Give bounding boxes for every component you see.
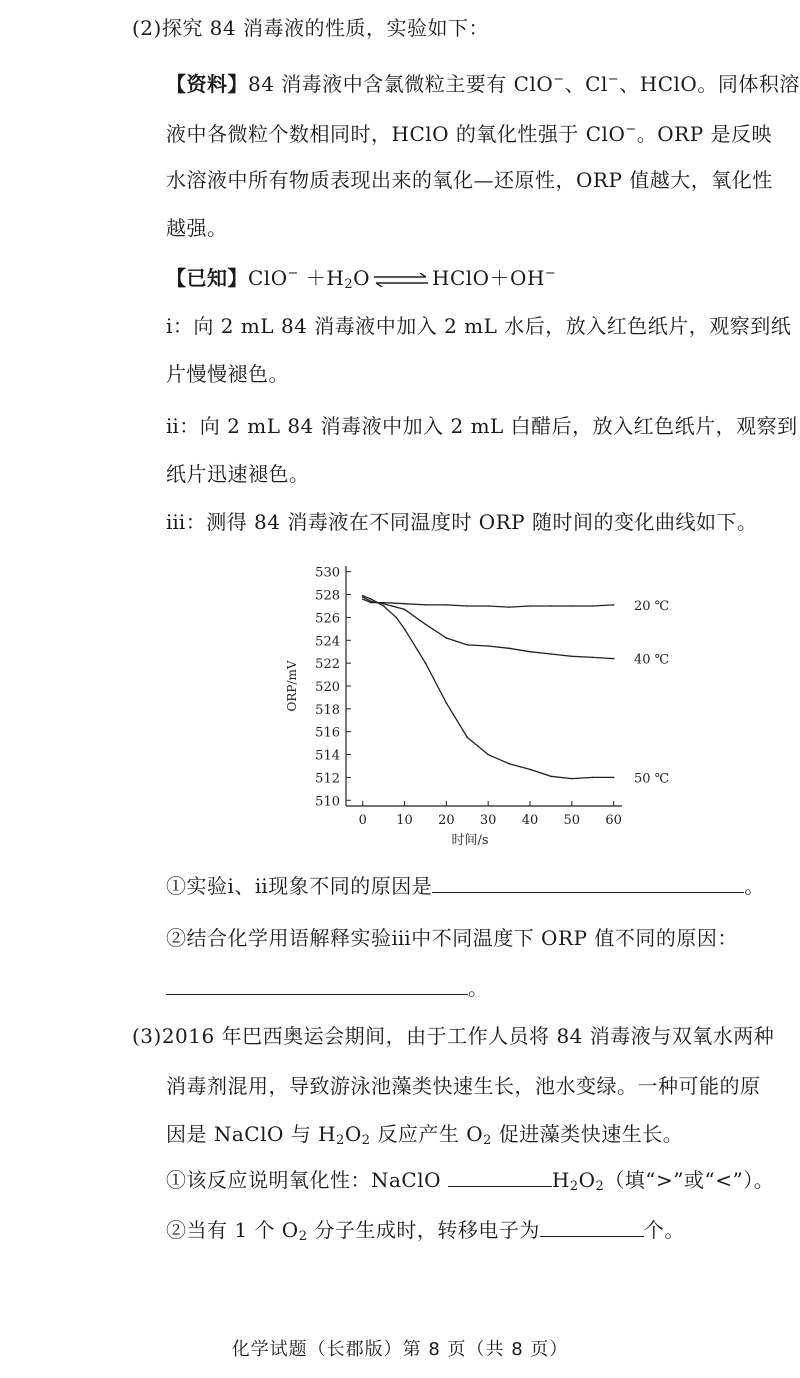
y-tick-label: 520 bbox=[315, 680, 340, 695]
eq-clo: ClO bbox=[248, 266, 288, 290]
y-tick-label: 518 bbox=[315, 702, 340, 718]
data-point bbox=[550, 775, 552, 777]
q3-text-3d: 促进藻类快速生长。 bbox=[491, 1122, 684, 1146]
y-tick-label: 510 bbox=[315, 794, 340, 810]
data-point bbox=[550, 653, 552, 655]
info-text-1b: 、Cl bbox=[564, 72, 608, 96]
q3-line-2: 消毒剂混用，导致游泳池藻类快速生长，池水变绿。一种可能的原 bbox=[166, 1074, 761, 1098]
data-point bbox=[466, 737, 468, 739]
y-tick-label: 516 bbox=[315, 725, 340, 741]
y-tick-label: 528 bbox=[315, 588, 340, 604]
q3-line-1: (3)2016 年巴西奥运会期间，由于工作人员将 84 消毒液与双氧水两种 bbox=[132, 1024, 775, 1048]
x-axis-label: 时间/s bbox=[451, 833, 489, 848]
data-point bbox=[508, 606, 510, 608]
info-line-1 bbox=[166, 66, 800, 98]
series-label: 40 ℃ bbox=[634, 652, 670, 668]
q3-line-3 bbox=[166, 1120, 683, 1155]
q2-heading: (2)探究 84 消毒液的性质，实验如下： bbox=[132, 16, 489, 40]
data-point bbox=[613, 658, 615, 660]
data-point bbox=[404, 628, 406, 630]
exp2-line-2: 纸片迅速褪色。 bbox=[166, 462, 310, 486]
superscript-minus: − bbox=[287, 266, 300, 281]
exp1-line-2: 片慢慢褪色。 bbox=[166, 362, 289, 386]
info-line-4: 越强。 bbox=[166, 216, 228, 240]
data-point bbox=[571, 655, 573, 657]
data-point bbox=[508, 763, 510, 765]
eq-o: O bbox=[353, 266, 371, 290]
q2-ask-1 bbox=[166, 872, 765, 900]
data-point bbox=[404, 609, 406, 611]
answer-blank-3[interactable] bbox=[448, 1166, 552, 1187]
data-point bbox=[425, 662, 427, 664]
superscript-minus: − bbox=[553, 72, 565, 87]
answer-blank-2[interactable] bbox=[166, 974, 468, 995]
x-tick-label: 40 bbox=[521, 813, 539, 828]
q2-ask-2-end: 。 bbox=[468, 976, 489, 1000]
y-tick-label: 524 bbox=[315, 634, 340, 650]
data-point bbox=[487, 645, 489, 647]
q3-ask-2 bbox=[166, 1216, 685, 1251]
data-point bbox=[383, 605, 385, 607]
subscript-2: 2 bbox=[569, 1179, 579, 1194]
data-point bbox=[466, 605, 468, 607]
data-point bbox=[425, 604, 427, 606]
data-point bbox=[592, 657, 594, 659]
q3-text-3a: 因是 NaClO 与 H bbox=[166, 1122, 337, 1146]
eq-plus-h: ＋H bbox=[299, 266, 345, 290]
subscript-2: 2 bbox=[595, 1179, 605, 1194]
page-footer: 化学试题（长郡版）第 8 页（共 8 页） bbox=[231, 1339, 569, 1360]
data-point bbox=[446, 604, 448, 606]
q2-ask-1-text: ①实验ⅰ、ⅱ现象不同的原因是 bbox=[166, 874, 433, 898]
subscript-2: 2 bbox=[344, 277, 354, 292]
data-point bbox=[592, 605, 594, 607]
data-point bbox=[487, 754, 489, 756]
exp1-line-1: ⅰ：向 2 mL 84 消毒液中加入 2 mL 水后，放入红色纸片，观察到纸 bbox=[166, 314, 792, 338]
data-point bbox=[529, 651, 531, 653]
info-text-2a: 液中各微粒个数相同时，HClO 的氧化性强于 ClO bbox=[166, 122, 626, 146]
q3-ask-1a: ①该反应说明氧化性：NaClO bbox=[166, 1168, 448, 1192]
q3-ask-1d: （填“>”或“<”）。 bbox=[604, 1168, 775, 1192]
data-point bbox=[571, 605, 573, 607]
subscript-2: 2 bbox=[483, 1133, 492, 1148]
exp2-line-1: ⅱ：向 2 mL 84 消毒液中加入 2 mL 白醋后，放入红色纸片，观察到 bbox=[166, 414, 798, 438]
x-tick-label: 20 bbox=[438, 813, 455, 828]
eq-products: HClO＋OH bbox=[432, 266, 545, 290]
x-tick-label: 50 bbox=[563, 813, 581, 828]
q2-ask-2-blank-line bbox=[166, 974, 489, 1002]
subscript-2: 2 bbox=[298, 1229, 308, 1244]
q3-ask-2c: 个。 bbox=[643, 1218, 685, 1242]
y-axis-label: ORP/mV bbox=[285, 660, 299, 712]
y-tick-label: 512 bbox=[315, 771, 340, 787]
q3-text-3b: O bbox=[344, 1122, 362, 1146]
series-label: 20 ℃ bbox=[634, 598, 670, 614]
info-line-3: 水溶液中所有物质表现出来的氧化—还原性，ORP 值越大，氧化性 bbox=[166, 168, 773, 192]
answer-blank-4[interactable] bbox=[540, 1216, 644, 1237]
data-point bbox=[362, 598, 364, 600]
q3-ask-1b: H bbox=[551, 1168, 570, 1192]
q2-ask-2: ②结合化学用语解释实验ⅲ中不同温度下 ORP 值不同的原因： bbox=[166, 926, 738, 950]
data-point bbox=[508, 647, 510, 649]
data-point bbox=[362, 595, 364, 597]
exp3-line: ⅲ：测得 84 消毒液在不同温度时 ORP 随时间的变化曲线如下。 bbox=[166, 510, 758, 534]
data-point bbox=[613, 777, 615, 779]
chart-axes bbox=[285, 566, 622, 848]
data-point bbox=[425, 623, 427, 625]
y-tick-label: 530 bbox=[315, 565, 340, 581]
info-text-1a: 84 消毒液中含氯微粒主要有 ClO bbox=[248, 72, 554, 96]
data-point bbox=[466, 644, 468, 646]
info-tag: 【资料】 bbox=[166, 72, 248, 96]
data-point bbox=[370, 601, 372, 603]
subscript-2: 2 bbox=[361, 1133, 371, 1148]
data-point bbox=[404, 603, 406, 605]
data-point bbox=[571, 778, 573, 780]
data-point bbox=[550, 605, 552, 607]
data-point bbox=[383, 603, 385, 605]
x-tick-label: 30 bbox=[479, 813, 497, 828]
x-tick-label: 60 bbox=[605, 813, 622, 828]
q3-ask-1 bbox=[166, 1166, 774, 1201]
data-point bbox=[446, 702, 448, 704]
q3-text-3c: 反应产生 O bbox=[370, 1122, 484, 1146]
known-tag: 【已知】 bbox=[166, 266, 248, 290]
q2-ask-1-end: 。 bbox=[744, 874, 765, 898]
series-label: 50 ℃ bbox=[634, 771, 670, 787]
chart-series bbox=[362, 595, 669, 787]
orp-time-chart bbox=[270, 552, 690, 852]
data-point bbox=[529, 769, 531, 771]
info-text-1c: 、HClO。同体积溶 bbox=[619, 72, 800, 96]
known-equation bbox=[166, 260, 556, 299]
y-tick-label: 514 bbox=[315, 748, 340, 764]
x-tick-label: 10 bbox=[396, 813, 413, 828]
info-line-2 bbox=[166, 116, 772, 148]
equilibrium-arrow-icon bbox=[372, 273, 430, 287]
data-point bbox=[529, 605, 531, 607]
data-point bbox=[613, 604, 615, 606]
data-point bbox=[395, 617, 397, 619]
superscript-minus: − bbox=[607, 72, 620, 87]
q3-ask-2b: 分子生成时，转移电子为 bbox=[307, 1218, 540, 1242]
superscript-minus: − bbox=[544, 266, 557, 281]
data-point bbox=[487, 605, 489, 607]
x-tick-label: 0 bbox=[358, 813, 367, 828]
data-point bbox=[592, 777, 594, 779]
answer-blank-1[interactable] bbox=[432, 872, 744, 893]
data-point bbox=[446, 637, 448, 639]
y-tick-label: 526 bbox=[315, 611, 340, 627]
info-text-2b: 。ORP 是反映 bbox=[636, 122, 773, 146]
q3-ask-1c: O bbox=[578, 1168, 596, 1192]
q3-ask-2a: ②当有 1 个 O bbox=[166, 1218, 299, 1242]
data-point bbox=[370, 598, 372, 600]
superscript-minus: − bbox=[625, 122, 637, 137]
y-tick-label: 522 bbox=[315, 657, 340, 673]
subscript-2: 2 bbox=[336, 1133, 345, 1148]
series-line bbox=[363, 596, 614, 779]
